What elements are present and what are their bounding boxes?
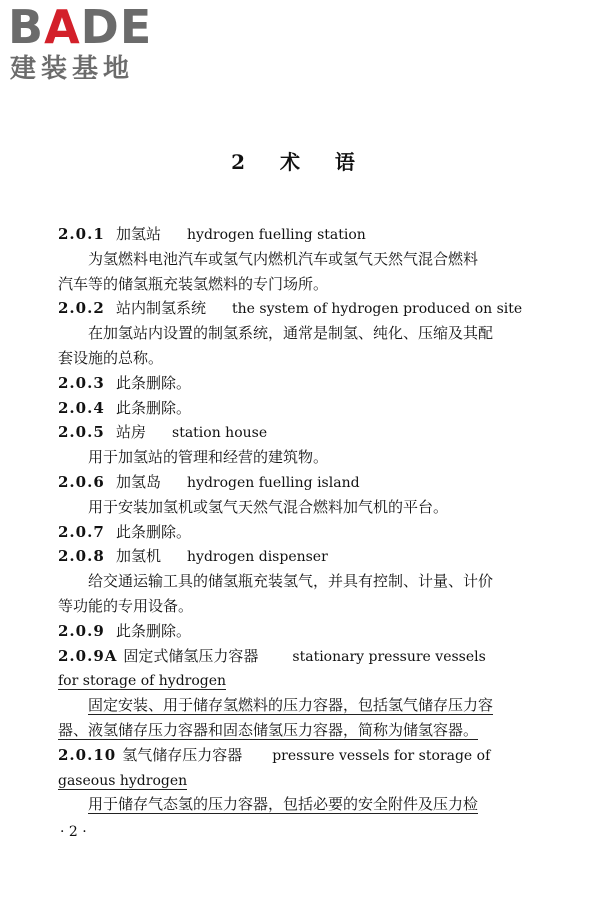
term-heading: 2.0.7 此条删除。	[58, 522, 192, 541]
term-description: 用于安装加氢机或氢气天然气混合燃料加气机的平台。	[88, 497, 449, 516]
term-description: 给交通运输工具的储氢瓶充装氢气，并具有控制、计量、计价	[88, 572, 494, 591]
term-heading: 2.0.8 加氢机 hydrogen dispenser	[58, 547, 328, 566]
term-description: 用于储存气态氢的压力容器，包括必要的安全附件及压力检	[88, 795, 479, 814]
term-heading: 2.0.4 此条删除。	[58, 398, 192, 417]
term-description: 为氢燃料电池汽车或氢气内燃机汽车或氢气天然气混合燃料	[88, 249, 479, 268]
logo-subtitle: 建装基地	[10, 54, 135, 84]
term-heading: 2.0.10 氢气储存压力容器 pressure vessels for storage of	[58, 743, 536, 768]
term-description: 等功能的专用设备。	[58, 596, 194, 615]
term-heading: 2.0.2 站内制氢系统 the system of hydrogen produced on site	[58, 299, 523, 318]
term-heading: 2.0.9A 固定式储氢压力容器 stationary pressure vessels	[58, 644, 536, 669]
term-heading: 2.0.3 此条删除。	[58, 373, 192, 392]
term-heading: 2.0.5 站房 station house	[58, 423, 268, 442]
terms-list	[58, 222, 536, 817]
term-heading-cont: gaseous hydrogen	[58, 772, 188, 789]
term-description: 用于加氢站的管理和经营的建筑物。	[88, 448, 329, 467]
term-description: 套设施的总称。	[58, 348, 164, 367]
term-heading: 2.0.6 加氢岛 hydrogen fuelling island	[58, 472, 360, 491]
term-description: 在加氢站内设置的制氢系统，通常是制氢、纯化、压缩及其配	[88, 324, 494, 343]
chapter-title: 2 术 语	[231, 150, 369, 174]
page-number: · 2 ·	[60, 824, 87, 840]
term-description: 器、液氢储存压力容器和固态储氢压力容器，简称为储氢容器。	[58, 720, 479, 739]
bade-logo	[8, 0, 178, 86]
logo-brand: BADE	[8, 0, 153, 54]
term-heading-cont: for storage of hydrogen	[58, 673, 227, 690]
term-heading: 2.0.9 此条删除。	[58, 621, 192, 640]
term-description: 固定安装、用于储存氢燃料的压力容器，包括氢气储存压力容	[88, 696, 494, 715]
term-description: 汽车等的储氢瓶充装氢燃料的专门场所。	[58, 274, 329, 293]
term-heading: 2.0.1 加氢站 hydrogen fuelling station	[58, 225, 366, 243]
